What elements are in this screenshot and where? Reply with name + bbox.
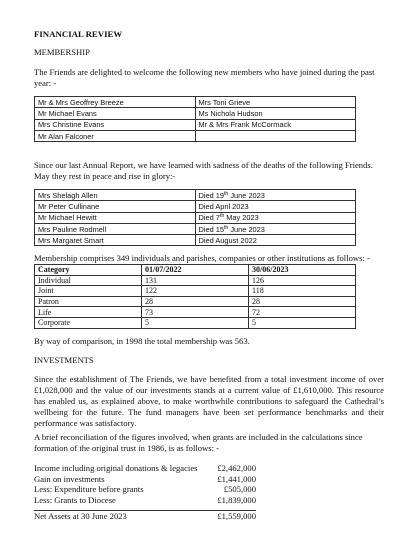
category-cell: 72 xyxy=(249,307,356,318)
category-table xyxy=(34,264,356,329)
death-date-month: June 2023 xyxy=(228,190,265,200)
member-cell: Mrs Toni Grieve xyxy=(195,97,356,108)
member-cell: Ms Nichola Hudson xyxy=(195,108,356,119)
category-row xyxy=(35,296,356,307)
category-cell: 118 xyxy=(249,286,356,297)
death-date-text: Died 7 xyxy=(198,213,220,223)
member-cell: Mr & Mrs Frank McCormack xyxy=(195,119,356,130)
death-date xyxy=(195,212,356,223)
net-assets-value: £1,559,000 xyxy=(217,511,256,521)
death-date xyxy=(195,190,356,201)
membership-title: MEMBERSHIP xyxy=(34,47,90,57)
deceased-name: Mrs Pauline Rodmell xyxy=(35,223,196,234)
category-cell: 122 xyxy=(142,286,249,297)
category-cell: Individual xyxy=(35,275,142,286)
death-date-ordinal: th xyxy=(223,190,229,197)
death-row xyxy=(35,212,356,223)
member-cell: Mr Michael Evans xyxy=(35,108,196,119)
membership-intro: The Friends are delighted to welcome the following new members who have joined during the past year: - xyxy=(34,67,375,88)
member-cell: Mr & Mrs Geoffrey Breeze xyxy=(35,97,196,108)
death-date-ordinal: th xyxy=(223,224,229,231)
category-cell: Corporate xyxy=(35,317,142,328)
reconciliation-value: £2,462,000 xyxy=(217,463,256,473)
membership-comparison: By way of comparison, in 1998 the total membership was 563. xyxy=(34,336,250,346)
deceased-name: Mr Peter Cullinane xyxy=(35,201,196,212)
death-date xyxy=(195,223,356,234)
investments-paragraph-2: A brief reconciliation of the figures involved, when grants are included in the calculations since formation of the original trust in 1986, is as follows: - xyxy=(34,432,363,453)
reconciliation-value: £1,441,000 xyxy=(217,473,256,484)
death-date-month: May 2023 xyxy=(224,213,259,223)
category-cell: 5 xyxy=(249,317,356,328)
membership-comprises: Membership comprises 349 individuals and parishes, companies or other institutions as follows: - xyxy=(34,253,370,263)
investments-paragraph-1: Since the establishment of The Friends, we have benefited from a total investment income of over £1,028,000 and the value of our investments stands at a current value of £1,610,000. This resource has enabled us, as explained above, to make worthwhile contributions to safeguard the Cathedral’s wellbeing for the future. The fund managers have been set performance benchmarks and their performance was satisfactory. xyxy=(34,374,384,428)
page-heading: FINANCIAL REVIEW xyxy=(34,29,123,39)
member-row xyxy=(35,97,356,108)
member-row xyxy=(35,108,356,119)
deceased-name: Mr Michael Hewitt xyxy=(35,212,196,223)
member-cell: Mr Alan Falconer xyxy=(35,130,196,141)
category-cell: 126 xyxy=(249,275,356,286)
investments-title: INVESTMENTS xyxy=(34,355,94,365)
net-assets-label: Net Assets at 30 June 2023 xyxy=(34,511,127,521)
death-date-text: Died 15 xyxy=(198,224,224,234)
reconciliation-row xyxy=(34,463,264,474)
reconciliation-label: Less: Expenditure before grants xyxy=(34,484,144,494)
category-cell: 131 xyxy=(142,275,249,286)
reconciliation-label: Less: Grants to Diocese xyxy=(34,494,116,505)
death-date-text: Died April 2023 xyxy=(198,201,249,211)
reconciliation-row xyxy=(34,495,264,506)
category-cell: Life xyxy=(35,307,142,318)
member-row xyxy=(35,130,356,141)
death-date xyxy=(195,235,356,246)
category-row xyxy=(35,275,356,286)
category-row xyxy=(35,286,356,297)
reconciliation-label: Gain on investments xyxy=(34,473,105,484)
death-date-ordinal: th xyxy=(219,213,225,220)
category-row xyxy=(35,307,356,318)
death-row xyxy=(35,190,356,201)
deceased-name: Mrs Shelagh Allen xyxy=(35,190,196,201)
reconciliation-row xyxy=(34,474,264,485)
category-header-row xyxy=(35,265,356,276)
deaths-intro: Since our last Annual Report, we have learned with sadness of the deaths of the following Friends. May they rest in peace and rise in glory:- xyxy=(34,160,373,181)
death-date-text: Died August 2022 xyxy=(198,235,257,245)
category-cell: Patron xyxy=(35,296,142,307)
death-date-month: June 2023 xyxy=(228,224,265,234)
death-date xyxy=(195,201,356,212)
member-cell xyxy=(195,130,356,141)
category-cell: 28 xyxy=(142,296,249,307)
category-header: 01/07/2022 xyxy=(142,265,249,276)
death-row xyxy=(35,201,356,212)
reconciliation-row xyxy=(34,484,264,495)
reconciliation-label: Income including original donations & legacies xyxy=(34,463,198,473)
category-cell: Joint xyxy=(35,286,142,297)
new-members-table xyxy=(34,96,356,142)
member-row xyxy=(35,119,356,130)
category-cell: 28 xyxy=(249,296,356,307)
death-date-text: Died 19 xyxy=(198,190,224,200)
category-row xyxy=(35,317,356,328)
category-header: Category xyxy=(35,265,142,276)
category-cell: 5 xyxy=(142,317,249,328)
category-header: 30/06/2023 xyxy=(249,265,356,276)
member-cell: Mrs Christine Evans xyxy=(35,119,196,130)
deaths-table xyxy=(34,189,356,246)
net-assets-row xyxy=(34,511,264,522)
reconciliation-value: £505,000 xyxy=(223,484,256,494)
deceased-name: Mrs Margaret Smart xyxy=(35,235,196,246)
death-row xyxy=(35,235,356,246)
reconciliation-value: £1,839,000 xyxy=(217,494,256,505)
category-cell: 73 xyxy=(142,307,249,318)
death-row xyxy=(35,223,356,234)
